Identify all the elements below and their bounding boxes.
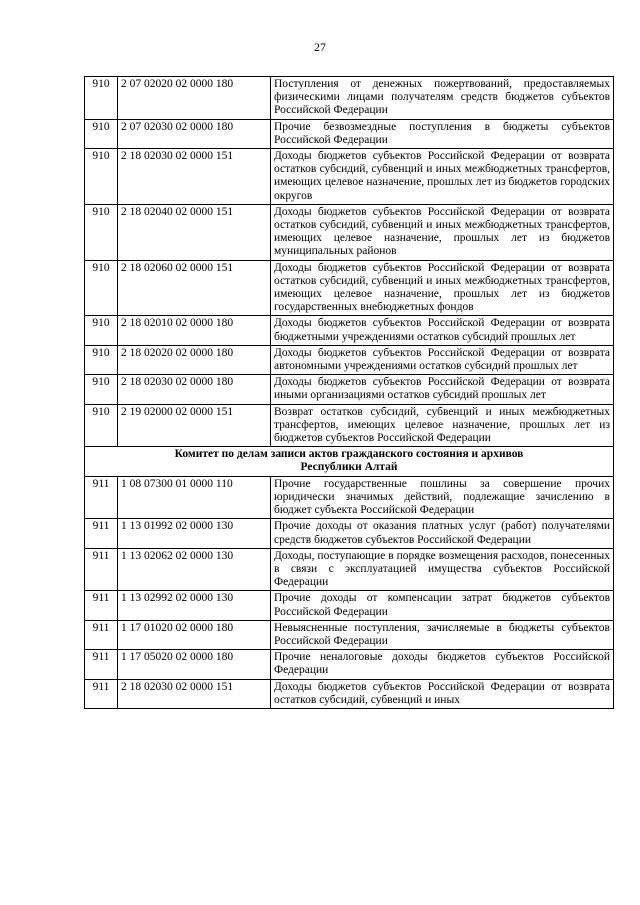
- admin-code-cell: 911: [85, 476, 118, 519]
- table-row: [85, 476, 614, 519]
- admin-code-cell: 911: [85, 679, 118, 708]
- admin-code-cell: 911: [85, 650, 118, 679]
- table-row: [85, 519, 614, 548]
- section-header-row: [85, 447, 614, 476]
- budget-code-cell: 2 18 02030 02 0000 180: [118, 375, 271, 404]
- table-row: [85, 679, 614, 708]
- budget-code-cell: 2 18 02040 02 0000 151: [118, 204, 271, 260]
- table-row: [85, 119, 614, 148]
- income-name-cell: Доходы бюджетов субъектов Российской Федерации от возврата остатков субсидий, субвенций и иных межбюджетных трансфертов, имеющих целевое назначение, прошлых лет из бюджетов городских округов: [271, 149, 614, 205]
- budget-code-cell: 2 18 02030 02 0000 151: [118, 149, 271, 205]
- budget-code-cell: 2 18 02060 02 0000 151: [118, 260, 271, 316]
- table-row: [85, 404, 614, 447]
- table-body: [85, 77, 614, 709]
- admin-code-cell: 910: [85, 260, 118, 316]
- income-name-cell: Невыясненные поступления, зачисляемые в бюджеты субъектов Российской Федерации: [271, 620, 614, 649]
- income-name-cell: Доходы бюджетов субъектов Российской Федерации от возврата автономными учреждениями остатков субсидий прошлых лет: [271, 345, 614, 374]
- budget-code-cell: 1 08 07300 01 0000 110: [118, 476, 271, 519]
- income-name-cell: Доходы бюджетов субъектов Российской Федерации от возврата остатков субсидий, субвенций и иных межбюджетных трансфертов, имеющих целевое назначение, прошлых лет из бюджетов государственных внебюджетных фондов: [271, 260, 614, 316]
- table-row: [85, 375, 614, 404]
- income-name-cell: Доходы бюджетов субъектов Российской Федерации от возврата бюджетными учреждениями остатков субсидий прошлых лет: [271, 316, 614, 345]
- section-title-line: Республики Алтай: [300, 461, 398, 474]
- budget-code-cell: 1 17 01020 02 0000 180: [118, 620, 271, 649]
- section-title-line: Комитет по делам записи актов гражданского состояния и архивов: [174, 448, 524, 461]
- admin-code-cell: 910: [85, 204, 118, 260]
- table-row: [85, 591, 614, 620]
- section-title: [85, 447, 614, 476]
- table-row: [85, 260, 614, 316]
- admin-code-cell: 910: [85, 375, 118, 404]
- budget-code-cell: 2 18 02030 02 0000 151: [118, 679, 271, 708]
- table-row: [85, 316, 614, 345]
- table-row: [85, 204, 614, 260]
- table-row: [85, 650, 614, 679]
- budget-code-cell: 1 17 05020 02 0000 180: [118, 650, 271, 679]
- income-name-cell: Возврат остатков субсидий, субвенций и иных межбюджетных трансфертов, имеющих целевое назначение, прошлых лет из бюджетов субъектов Российской Федерации: [271, 404, 614, 447]
- income-name-cell: Доходы бюджетов субъектов Российской Федерации от возврата остатков субсидий, субвенций и иных: [271, 679, 614, 708]
- income-name-cell: Прочие безвозмездные поступления в бюджеты субъектов Российской Федерации: [271, 119, 614, 148]
- page-number: 27: [314, 40, 326, 54]
- budget-code-cell: 2 18 02020 02 0000 180: [118, 345, 271, 374]
- admin-code-cell: 911: [85, 519, 118, 548]
- budget-code-cell: 2 19 02000 02 0000 151: [118, 404, 271, 447]
- admin-code-cell: 911: [85, 591, 118, 620]
- revenue-codes-table: [84, 76, 614, 709]
- admin-code-cell: 910: [85, 345, 118, 374]
- admin-code-cell: 911: [85, 620, 118, 649]
- table-row: [85, 77, 614, 120]
- income-name-cell: Прочие неналоговые доходы бюджетов субъектов Российской Федерации: [271, 650, 614, 679]
- table-row: [85, 345, 614, 374]
- income-name-cell: Поступления от денежных пожертвований, предоставляемых физическими лицами получателям средств бюджетов субъектов Российской Федерации: [271, 77, 614, 120]
- admin-code-cell: 910: [85, 404, 118, 447]
- income-name-cell: Доходы, поступающие в порядке возмещения расходов, понесенных в связи с эксплуатацией имущества субъектов Российской Федерации: [271, 548, 614, 591]
- admin-code-cell: 910: [85, 119, 118, 148]
- income-name-cell: Прочие доходы от оказания платных услуг (работ) получателями средств бюджетов субъектов Российской Федерации: [271, 519, 614, 548]
- budget-code-cell: 1 13 01992 02 0000 130: [118, 519, 271, 548]
- income-name-cell: Прочие доходы от компенсации затрат бюджетов субъектов Российской Федерации: [271, 591, 614, 620]
- table-row: [85, 149, 614, 205]
- income-name-cell: Доходы бюджетов субъектов Российской Федерации от возврата остатков субсидий, субвенций и иных межбюджетных трансфертов, имеющих целевое назначение, прошлых лет из бюджетов муниципальных районов: [271, 204, 614, 260]
- income-name-cell: Прочие государственные пошлины за совершение прочих юридически значимых действий, подлежащие зачислению в бюджет субъекта Российской Федерации: [271, 476, 614, 519]
- admin-code-cell: 910: [85, 316, 118, 345]
- budget-code-cell: 2 07 02020 02 0000 180: [118, 77, 271, 120]
- table-row: [85, 620, 614, 649]
- budget-code-cell: 1 13 02992 02 0000 130: [118, 591, 271, 620]
- budget-code-cell: 1 13 02062 02 0000 130: [118, 548, 271, 591]
- income-name-cell: Доходы бюджетов субъектов Российской Федерации от возврата иными организациями остатков субсидий прошлых лет: [271, 375, 614, 404]
- admin-code-cell: 911: [85, 548, 118, 591]
- admin-code-cell: 910: [85, 77, 118, 120]
- admin-code-cell: 910: [85, 149, 118, 205]
- budget-code-cell: 2 18 02010 02 0000 180: [118, 316, 271, 345]
- budget-code-cell: 2 07 02030 02 0000 180: [118, 119, 271, 148]
- table-row: [85, 548, 614, 591]
